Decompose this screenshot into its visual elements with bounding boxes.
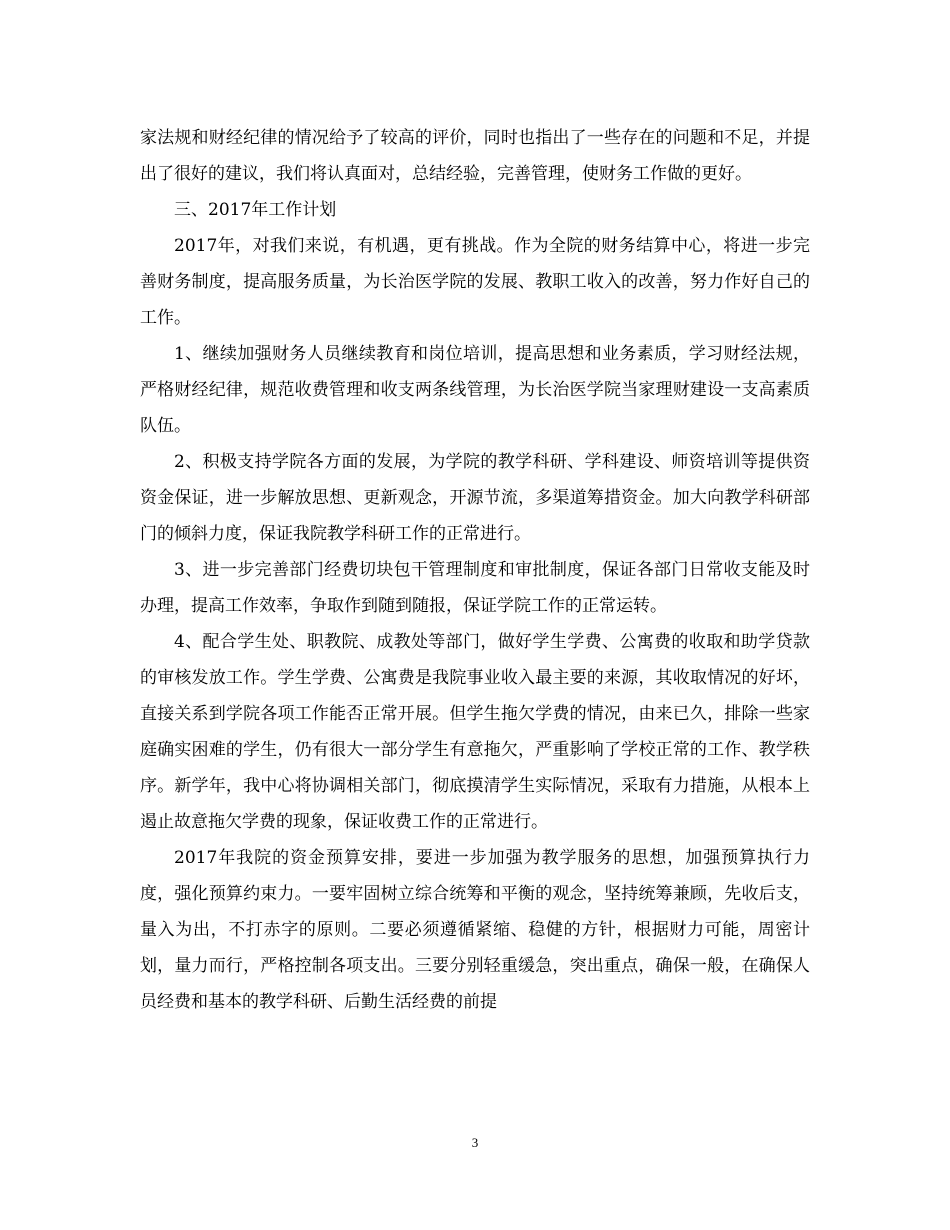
document-body [140,120,810,1020]
paragraph-item-4: 4、配合学生处、职教院、成教处等部门，做好学生学费、公寓费的收取和助学贷款的审核发放工作。学生学费、公寓费是我院事业收入最主要的来源，其收取情况的好坏，直接关系到学院各项工作能否正常开展。但学生拖欠学费的情况，由来已久，排除一些家庭确实困难的学生，仍有很大一部分学生有意拖欠，严重影响了学校正常的工作、教学秩序。新学年，我中心将协调相关部门，彻底摸清学生实际情况，采取有力措施，从根本上遏止故意拖欠学费的现象，保证收费工作的正常进行。 [140,632,810,832]
page-number: 3 [471,1135,479,1150]
paragraph-item-2: 2、积极支持学院各方面的发展，为学院的教学科研、学科建设、师资培训等提供资资金保证，进一步解放思想、更新观念，开源节流，多渠道筹措资金。加大向教学科研部门的倾斜力度，保证我院教学科研工作的正常进行。 [140,452,810,544]
paragraph-continuation: 家法规和财经纪律的情况给予了较高的评价，同时也指出了一些存在的问题和不足，并提出了很好的建议，我们将认真面对，总结经验，完善管理，使财务工作做的更好。 [140,128,810,184]
section-heading: 三、2017年工作计划 [174,200,337,220]
paragraph-item-1: 1、继续加强财务人员继续教育和岗位培训，提高思想和业务素质，学习财经法规，严格财经纪律，规范收费管理和收支两条线管理，为长治医学院当家理财建设一支高素质队伍。 [140,344,810,436]
paragraph-intro: 2017年，对我们来说，有机遇，更有挑战。作为全院的财务结算中心，将进一步完善财务制度，提高服务质量，为长治医学院的发展、教职工收入的改善，努力作好自己的工作。 [140,236,810,328]
paragraph-budget: 2017年我院的资金预算安排，要进一步加强为教学服务的思想，加强预算执行力度，强化预算约束力。一要牢固树立综合统筹和平衡的观念，坚持统筹兼顾，先收后支，量入为出，不打赤字的原则。二要必须遵循紧缩、稳健的方针，根据财力可能，周密计划，量力而行，严格控制各项支出。三要分别轻重缓急，突出重点，确保一般，在确保人员经费和基本的教学科研、后勤生活经费的前提 [140,848,810,1012]
paragraph-item-3: 3、进一步完善部门经费切块包干管理制度和审批制度，保证各部门日常收支能及时办理，提高工作效率，争取作到随到随报，保证学院工作的正常运转。 [140,560,810,616]
